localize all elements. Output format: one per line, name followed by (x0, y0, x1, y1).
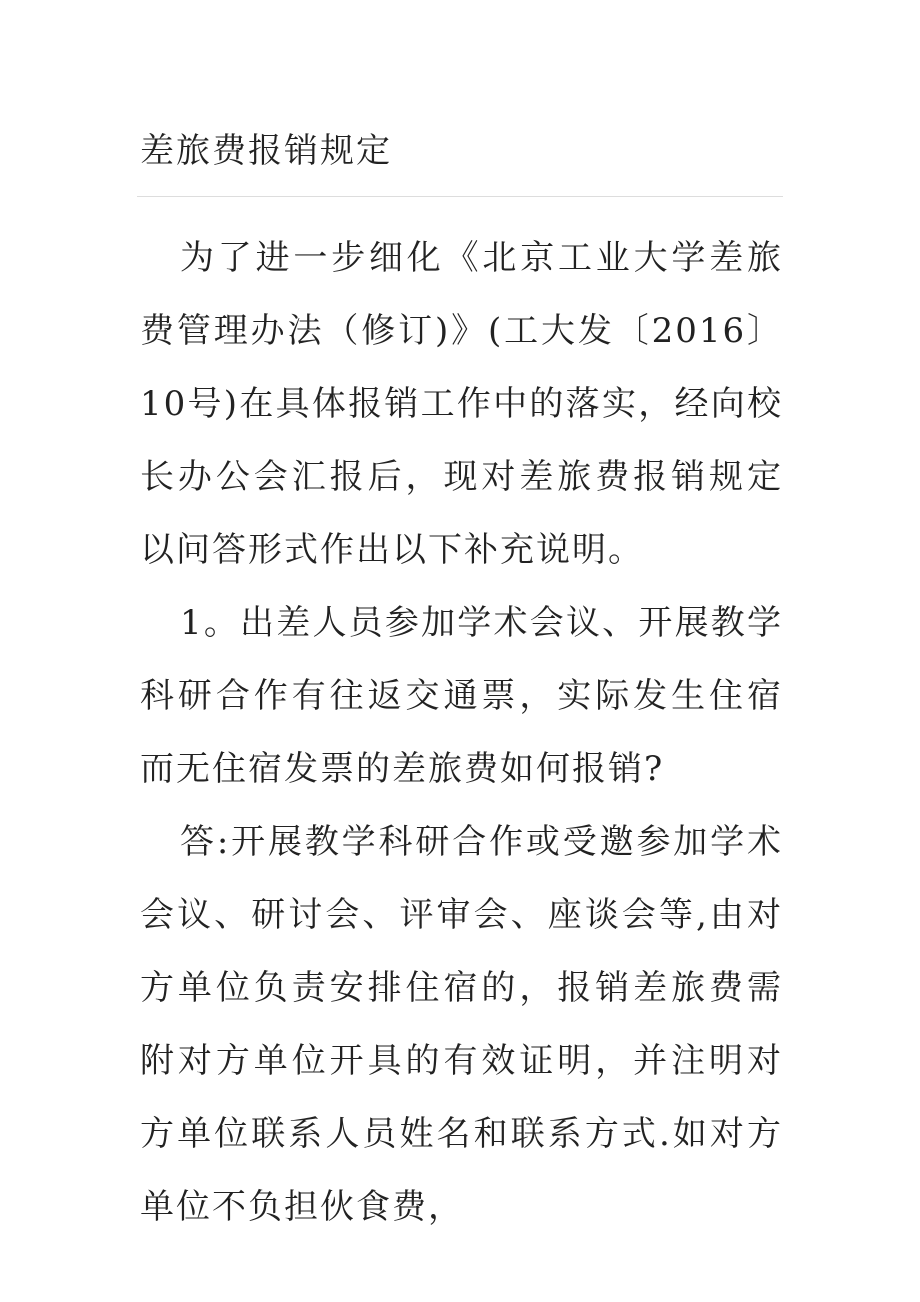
title-divider (137, 196, 783, 197)
document-body (140, 222, 783, 1244)
document-title: 差旅费报销规定 (140, 131, 392, 171)
paragraph-intro: 为了进一步细化《北京工业大学差旅费管理办法（修订)》(工大发〔2016〕10号)在具体报销工作中的落实，经向校长办公会汇报后，现对差旅费报销规定以问答形式作出以下补充说明。 (140, 238, 783, 570)
paragraph-answer-1: 答:开展教学科研合作或受邀参加学术会议、研讨会、评审会、座谈会等,由对方单位负责安排住宿的，报销差旅费需附对方单位开具的有效证明，并注明对方单位联系人员姓名和联系方式.如对方单位不负担伙食费， (140, 822, 783, 1227)
paragraph-question-1: 1。出差人员参加学术会议、开展教学科研合作有往返交通票，实际发生住宿而无住宿发票的差旅费如何报销? (140, 603, 783, 789)
